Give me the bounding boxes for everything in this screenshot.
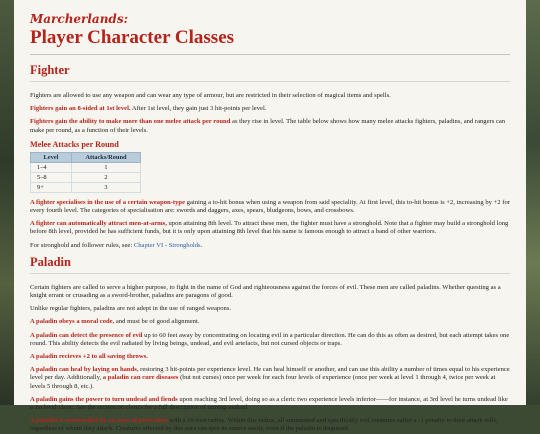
highlight: A paladin gains the power to turn undead and fiends: [30, 395, 178, 403]
page: [14, 0, 526, 433]
paladin-lay-on-hands: [30, 366, 510, 391]
melee-table-title: Melee Attacks per Round: [30, 139, 119, 149]
background-left: [0, 0, 14, 405]
table-row: [31, 182, 141, 192]
text: up to 60 feet away by concentrating on locating evil in a particular direction. He can do this as often as desired, but each attempt takes one round. This ability detects the evil radiated by living beings, undead, and evil artefacts, but not cursed objects or traps.: [30, 331, 510, 347]
table-cell-attacks: 2: [72, 172, 141, 182]
text: upon reaching 3rd level, doing so as a cleric two experience levels inferior——for instance, at 3rd level he turns undead like a 1st level cleric. See the section on clerics for a full description of turning undead.: [30, 395, 508, 412]
text: and must be of good alignment.: [114, 318, 200, 326]
table-cell-level: 9+: [31, 182, 72, 192]
table-cell-attacks: 3: [72, 182, 141, 192]
fighter-heading: Fighter: [30, 63, 70, 77]
text: restoring 3 hit-points per experience level. He can heal himself or another, and can use this ability a number of times equal to his experience level per day. Additionally,: [30, 366, 510, 382]
paladin-turn-undead: [30, 396, 510, 412]
paladin-intro: Certain fighters are called to serve a higher purpose, to fight in the name of God and righteousness against the forces of evil. These men are called paladins. Whether questing as a knight errant or crusading as a sword-brother, paladins are paragons of good.: [30, 283, 501, 300]
page-content: [14, 0, 526, 434]
text: .: [200, 241, 203, 249]
table-cell-level: 1–4: [31, 162, 72, 172]
highlight: a paladin can cure diseases: [102, 374, 179, 382]
text: as they rise in level. The table below shows how many melee attacks fighters, paladins, and rangers can make per round, as a function of their levels.: [30, 118, 506, 134]
highlight: A paladin can detect the presence of evil: [30, 331, 143, 339]
page-title: Player Character Classes: [30, 27, 235, 48]
highlight: A paladin can heal by laying on hands,: [30, 366, 139, 374]
fighter-divider: [30, 81, 510, 82]
highlight: A paladin recieves +2 to all saving throws.: [30, 353, 148, 361]
paladin-saving-throws: [30, 353, 510, 361]
title-divider: [30, 54, 510, 55]
highlight: A paladin is surrounded by an aura of protection: [30, 417, 168, 425]
strongholds-link[interactable]: Chapter VI - Strongholds: [133, 241, 201, 249]
paladin-divider: [30, 273, 510, 274]
highlight: A fighter specialises in the use of a certain weapon-type: [30, 198, 186, 206]
paladin-heading: Paladin: [30, 254, 71, 269]
text: upon attaining 8th level. To attract these men, the fighter must have a stronghold. Note that a fighter may build a stronghold long before 8th level, provided he has sufficient funds, but it is only upon attaining 8th level that his name is famous enough to attract a band of other warriors.: [30, 220, 509, 236]
background-right: [526, 0, 540, 405]
fighter-specialisation: [30, 199, 510, 215]
highlight: Fighters gain an 8-sided at 1st level.: [30, 105, 131, 113]
fighter-attacks: [30, 118, 510, 134]
table-cell-attacks: 1: [72, 162, 141, 172]
text: gaining a to-hit bonus when using a weapon from said speciality. At first level, this to-hit bonus is +2, increasing by +2 for every fourth level. The categories of specialisation are: swords and daggers, axes, spears, bludgeons, bows, and crossbows.: [30, 198, 510, 215]
highlight: A fighter can automatically attract men-at-arms,: [30, 220, 167, 228]
fighter-intro: Fighters are allowed to use any weapon and can wear any type of armour, but are restricted in their selection of magical items and spells.: [30, 92, 391, 99]
text: For stronghold and follower rules, see:: [30, 241, 134, 249]
highlight: Fighters gain the ability to make more than one melee attack per round: [30, 118, 231, 126]
paladin-aura: [30, 417, 510, 433]
text: After 1st level, they gain just 3 hit-points per level.: [130, 105, 267, 113]
table-row: [31, 162, 141, 172]
site-title[interactable]: Marcherlands:: [30, 12, 129, 26]
table-header-row: [31, 152, 141, 162]
paladin-ranged: Unlike regular fighters, paladins are not adept in the use of ranged weapons.: [30, 305, 232, 313]
fighter-men-at-arms: [30, 220, 510, 236]
paladin-moral-code: [30, 318, 510, 326]
melee-attacks-table: [30, 152, 141, 193]
fighter-hitpoints: [30, 105, 510, 113]
table-row: [31, 172, 141, 182]
text: (but not curses) once per week for each four levels of experience (once per week at level 1 through 4, twice per week at levels 5 through 8, etc.).: [30, 374, 496, 390]
column-header-level: Level: [31, 152, 72, 162]
text: with a 10-foot radius. Within this radius, all summoned and specifically evil creatures suffer a -1 penalty to their attack rolls, regardless of whom they attack. Creatures affected by this aura can spot its source easily, even if the paladin is disguised.: [30, 417, 498, 433]
column-header-attacks: Attacks/Round: [72, 152, 141, 162]
highlight: A paladin obeys a moral code,: [30, 318, 115, 326]
paladin-detect-evil: [30, 332, 510, 348]
fighter-stronghold-ref: [30, 242, 510, 250]
table-cell-level: 5–8: [31, 172, 72, 182]
